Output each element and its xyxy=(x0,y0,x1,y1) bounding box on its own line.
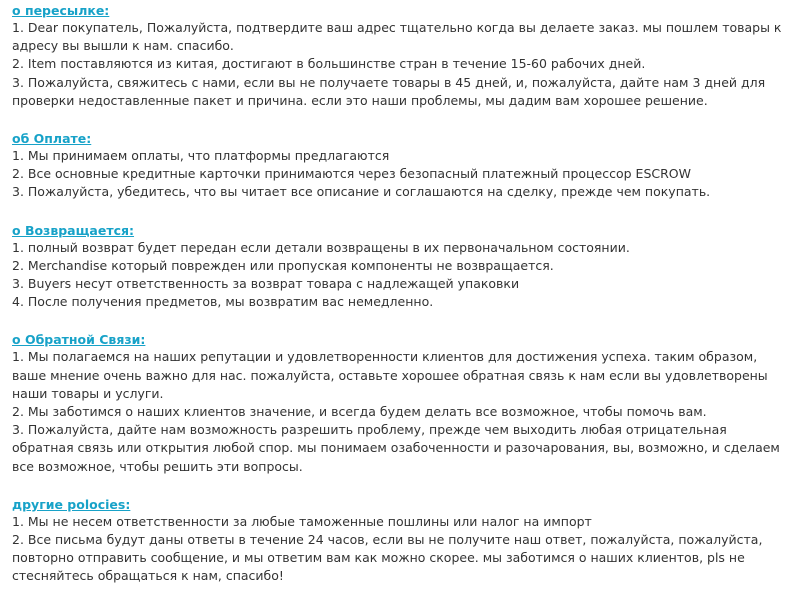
section-heading: о Обратной Связи: xyxy=(12,332,146,348)
section-heading: другие polocies: xyxy=(12,496,131,512)
spacer xyxy=(12,311,788,329)
section-item: 2. Все письма будут даны ответы в течение 24 часов, если вы не получите наш ответ, пожалуйста, пожалуйста, повторно отправить сообщение, и мы ответим вам как можно скорее. мы заботимся о наших клиентов, pls не стесняйтесь обращаться к нам, спасибо! xyxy=(12,532,763,584)
section-item: 1. Мы полагаемся на наших репутации и удовлетворенности клиентов для достижения успеха. таким образом, ваше мнение очень важно для нас. пожалуйста, оставьте хорошее обратная связь к нам если вы удовлетворены наши товары и услуги. xyxy=(12,349,768,401)
section-other-policies xyxy=(12,494,788,586)
section-item: 4. После получения предметов, мы возвратим вас немедленно. xyxy=(12,294,434,310)
section-item: 1. полный возврат будет передан если детали возвращены в их первоначальном состоянии. xyxy=(12,239,630,255)
spacer xyxy=(12,110,788,128)
section-payment xyxy=(12,128,788,202)
spacer xyxy=(12,476,788,494)
section-item: 1. Мы принимаем оплаты, что платформы предлагаются xyxy=(12,148,390,164)
section-item: 1. Dear покупатель, Пожалуйста, подтвердите ваш адрес тщательно когда вы делаете заказ. мы пошлем товары к адресу вы вышли к нам. спасибо. xyxy=(12,20,782,54)
section-item: 3. Buyers несут ответственность за возврат товара с надлежащей упаковки xyxy=(12,276,520,292)
section-returns xyxy=(12,220,788,312)
section-item: 2. Все основные кредитные карточки принимаются через безопасный платежный процессор ESCROW xyxy=(12,166,691,182)
section-item: 3. Пожалуйста, убедитесь, что вы читает все описание и соглашаются на сделку, прежде чем покупать. xyxy=(12,184,711,200)
section-feedback xyxy=(12,329,788,475)
section-shipping xyxy=(12,0,788,110)
section-item: 1. Мы не несем ответственности за любые таможенные пошлины или налог на импорт xyxy=(12,513,592,529)
section-item: 2. Мы заботимся о наших клиентов значение, и всегда будем делать все возможное, чтобы помочь вам. xyxy=(12,404,707,420)
section-heading: о Возвращается: xyxy=(12,222,135,238)
section-heading: об Оплате: xyxy=(12,131,92,147)
section-heading: о пересылке: xyxy=(12,3,110,18)
section-item: 3. Пожалуйста, дайте нам возможность разрешить проблему, прежде чем выходить любая отрицательная обратная связь или открытия любой спор. мы понимаем озабоченности и разочарования, вы, возможно, и сделаем все возможное, чтобы решить эти вопросы. xyxy=(12,422,780,474)
section-item: 3. Пожалуйста, свяжитесь с нами, если вы не получаете товары в 45 дней, и, пожалуйста, дайте нам 3 дней для проверки недоставленные пакет и причина. если это наши проблемы, мы дадим вам хорошее решение. xyxy=(12,74,766,108)
section-item: 2. Merchandise который поврежден или пропуская компоненты не возвращается. xyxy=(12,257,554,273)
spacer xyxy=(12,202,788,220)
section-item: 2. Item поставляются из китая, достигают в большинстве стран в течение 15-60 рабочих дней. xyxy=(12,56,646,72)
